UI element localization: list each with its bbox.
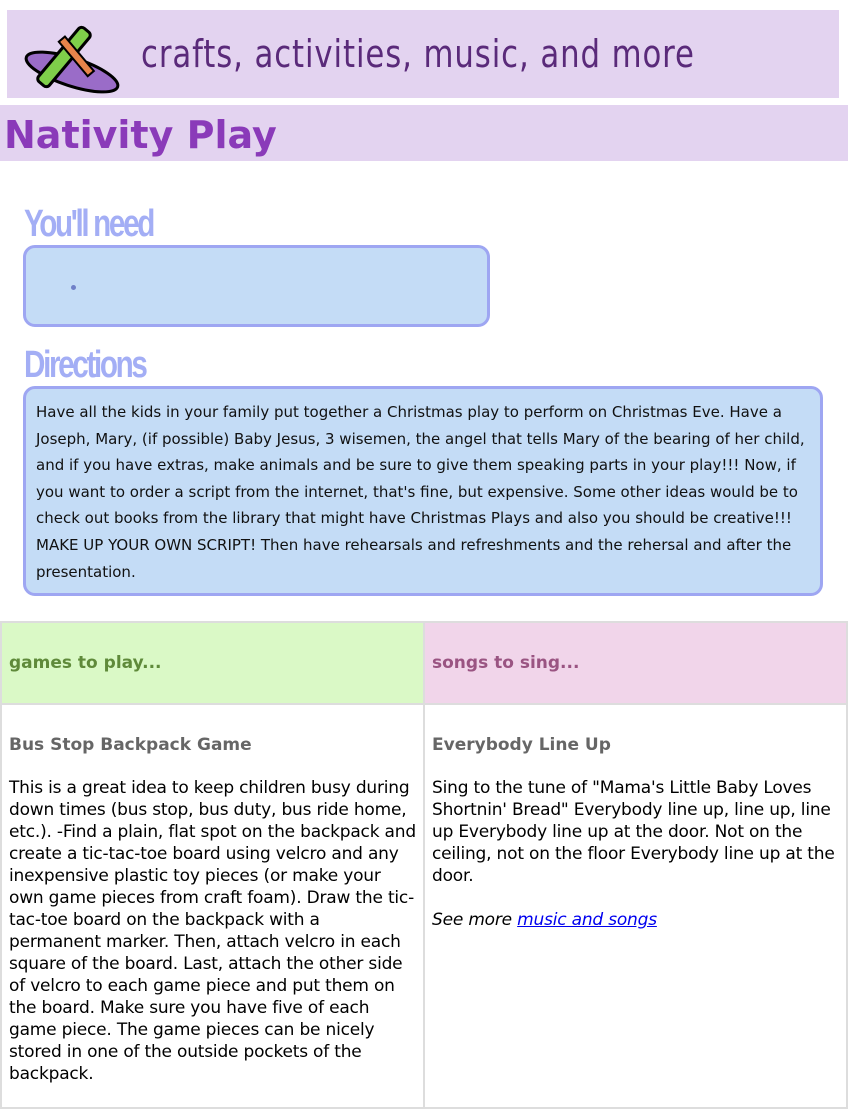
- page-title: Nativity Play: [4, 113, 277, 157]
- page-title-bar: [0, 105, 848, 161]
- site-banner: [7, 10, 839, 98]
- game-text: This is a great idea to keep children busy during down times (bus stop, bus duty, bus ride home, etc.). -Find a plain, flat spot on the backpack and create a tic-tac-toe board using velcro and any inexpensive plastic toy pieces (or make your own game pieces from craft foam). Draw the tic-tac-toe board on the backpack with a permanent marker. Then, attach velcro in each square of the board. Last, attach the other side of velcro to each game piece and put them on the board. Make sure you have five of each game piece. The game pieces can be nicely stored in one of the outside pockets of the backpack.: [9, 778, 416, 1084]
- music-and-songs-link[interactable]: music and songs: [517, 910, 657, 930]
- banner-tagline: crafts, activities, music, and more: [141, 32, 695, 76]
- see-more-prefix: See more: [432, 910, 518, 930]
- youll-need-heading: You'll need: [24, 203, 153, 245]
- directions-heading: Directions: [24, 344, 146, 386]
- directions-text: Have all the kids in your family put together a Christmas play to perform on Christmas Eve. Have a Joseph, Mary, (if possible) Baby Jesus, 3 wisemen, the angel that tells Mary of the bearing of her child, and if you have extras, make animals and be sure to give them speaking parts in your play!!! Now, if you want to order a script from the internet, that's fine, but expensive. Some other ideas would be to check out books from the library that might have Christmas Plays and also you should be creative!!! MAKE UP YOUR OWN SCRIPT! Then have rehearsals and refreshments and the rehersal and after the presentation.: [36, 403, 805, 581]
- list-bullet: [71, 285, 76, 290]
- games-cell: [1, 704, 424, 1108]
- crayons-icon: [17, 14, 127, 94]
- song-title: Everybody Line Up: [432, 735, 611, 755]
- games-header: games to play...: [1, 622, 424, 704]
- songs-header: songs to sing...: [424, 622, 847, 704]
- song-text: Sing to the tune of "Mama's Little Baby Loves Shortnin' Bread" Everybody line up, line up, line up Everybody line up at the door. Not on the ceiling, not on the floor Everybody line up at the door.: [432, 778, 835, 886]
- game-title: Bus Stop Backpack Game: [9, 735, 252, 755]
- songs-cell: [424, 704, 847, 1108]
- directions-box: [23, 386, 823, 596]
- youll-need-box: [23, 245, 490, 327]
- see-more: [432, 909, 839, 931]
- activities-table: [0, 621, 848, 1109]
